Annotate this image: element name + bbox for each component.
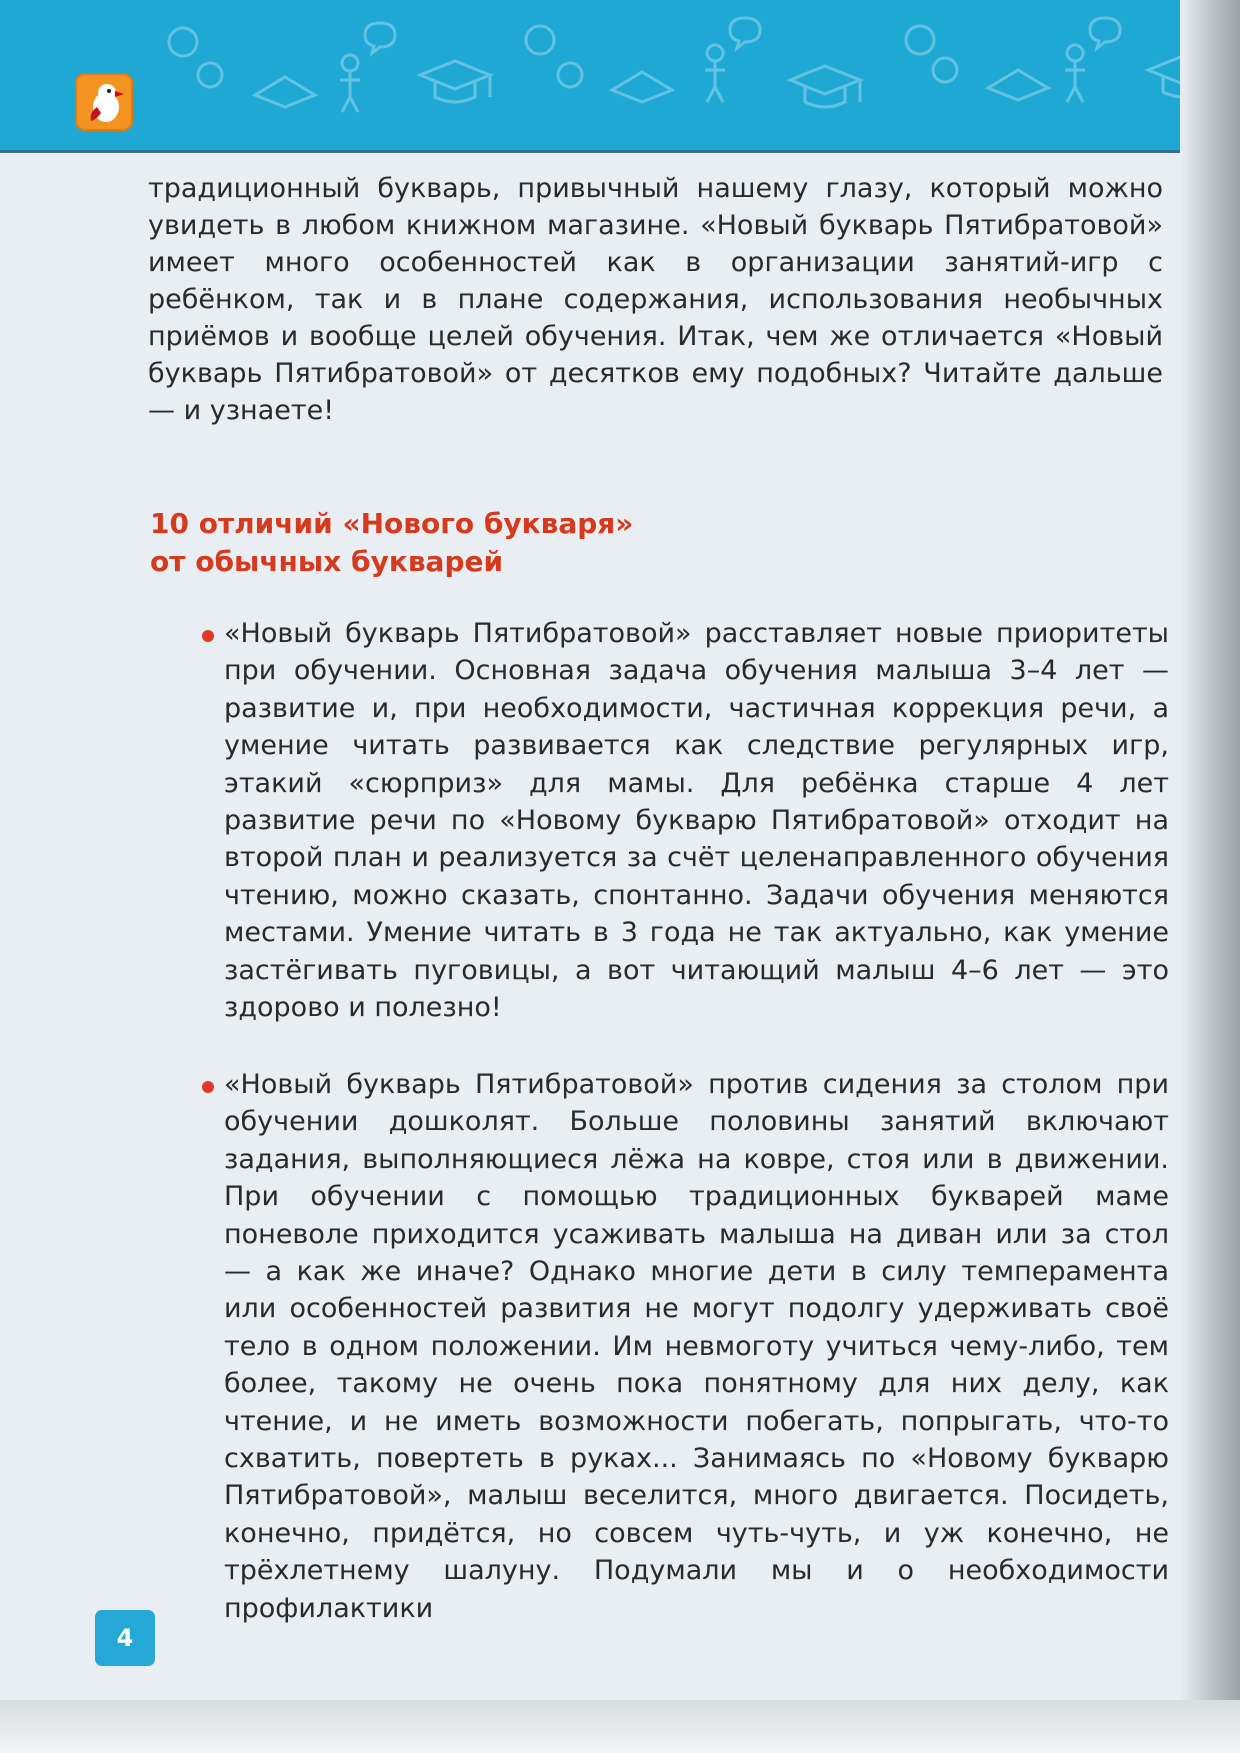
smiley-icon <box>558 63 582 87</box>
person-icon <box>340 55 360 112</box>
page-number: 4 <box>95 1610 155 1666</box>
list-item-text: «Новый букварь Пятибратовой» против сидения за столом при обучении дошколят. Больше половины занятий включают задания, выполняющиеся лёжа на ковре, стоя или в движении. При обучении с помощью традиционных букварей маме поневоле приходится усаживать малыша на диван или за стол — а как же иначе? Однако многие дети в силу темперамента или особенностей развития не могут подолгу удерживать своё тело в одном положении. Им невмоготу учиться чему-либо, тем более, такому не очень пока понятному для них делу, как чтение, и не иметь возможности побегать, попрыгать, что-то схватить, повертеть в руках... Занимаясь по «Новому букварю Пятибратовой», малыш веселится, много двигается. Посидеть, конечно, придётся, но совсем чуть-чуть, и уж конечно, не трёхлетнему шалуну. Подумали мы и о необходимости профилактики <box>224 1069 1169 1624</box>
book-icon <box>255 77 315 107</box>
graduation-cap-icon <box>790 66 860 107</box>
book-icon <box>988 70 1048 100</box>
smiley-icon <box>526 26 554 54</box>
decorative-pattern <box>0 0 1212 150</box>
smiley-icon <box>933 58 957 82</box>
list-item <box>224 1066 1169 1627</box>
person-icon <box>1065 45 1085 102</box>
header-banner <box>0 0 1212 153</box>
person-icon <box>705 45 725 102</box>
speech-bubble-icon <box>365 23 395 53</box>
graduation-cap-icon <box>420 61 490 102</box>
bullet-icon <box>202 630 214 642</box>
bullet-icon <box>202 1081 214 1093</box>
book-icon <box>612 72 672 102</box>
list-item <box>224 615 1169 1026</box>
publisher-logo <box>75 73 133 131</box>
speech-bubble-icon <box>730 18 760 48</box>
bird-icon <box>75 73 133 131</box>
list-item-text: «Новый букварь Пятибратовой» расставляет новые приоритеты при обучении. Основная задача обучения малыша 3–4 лет — развитие и, при необходимости, частичная коррекция речи, а умение читать развивается как следствие регулярных игр, этакий «сюрприз» для мамы. Для ребёнка старше 4 лет развитие речи по «Новому букварю Пятибратовой» отходит на второй план и реализуется за счёт целенаправленного обучения чтению, можно сказать, спонтанно. Задачи обучения меняются местами. Умение читать в 3 года не так актуально, как умение застёгивать пуговицы, а вот читающий малыш 4–6 лет — это здорово и полезно! <box>224 618 1169 1024</box>
smiley-icon <box>906 26 934 54</box>
intro-paragraph: традиционный букварь, привычный нашему глазу, который можно увидеть в любом книжном магазине. «Новый букварь Пятибратовой» имеет много особенностей как в организации занятий-игр с ребёнком, так и в плане содержания, использования необычных приёмов и вообще целей обучения. Итак, чем же отличается «Новый букварь Пятибратовой» от десятков ему подобных? Читайте дальше — и узнаете! <box>148 173 1163 426</box>
page-edge-shadow <box>1180 0 1240 1753</box>
section-heading <box>150 505 633 581</box>
section-heading-line-2: от обычных букварей <box>150 545 504 578</box>
section-heading-line-1: 10 отличий «Нового букваря» <box>150 507 634 540</box>
smiley-icon <box>198 63 222 87</box>
page-bottom-shadow <box>0 1700 1240 1753</box>
smiley-icon <box>169 28 197 56</box>
speech-bubble-icon <box>1090 18 1120 48</box>
